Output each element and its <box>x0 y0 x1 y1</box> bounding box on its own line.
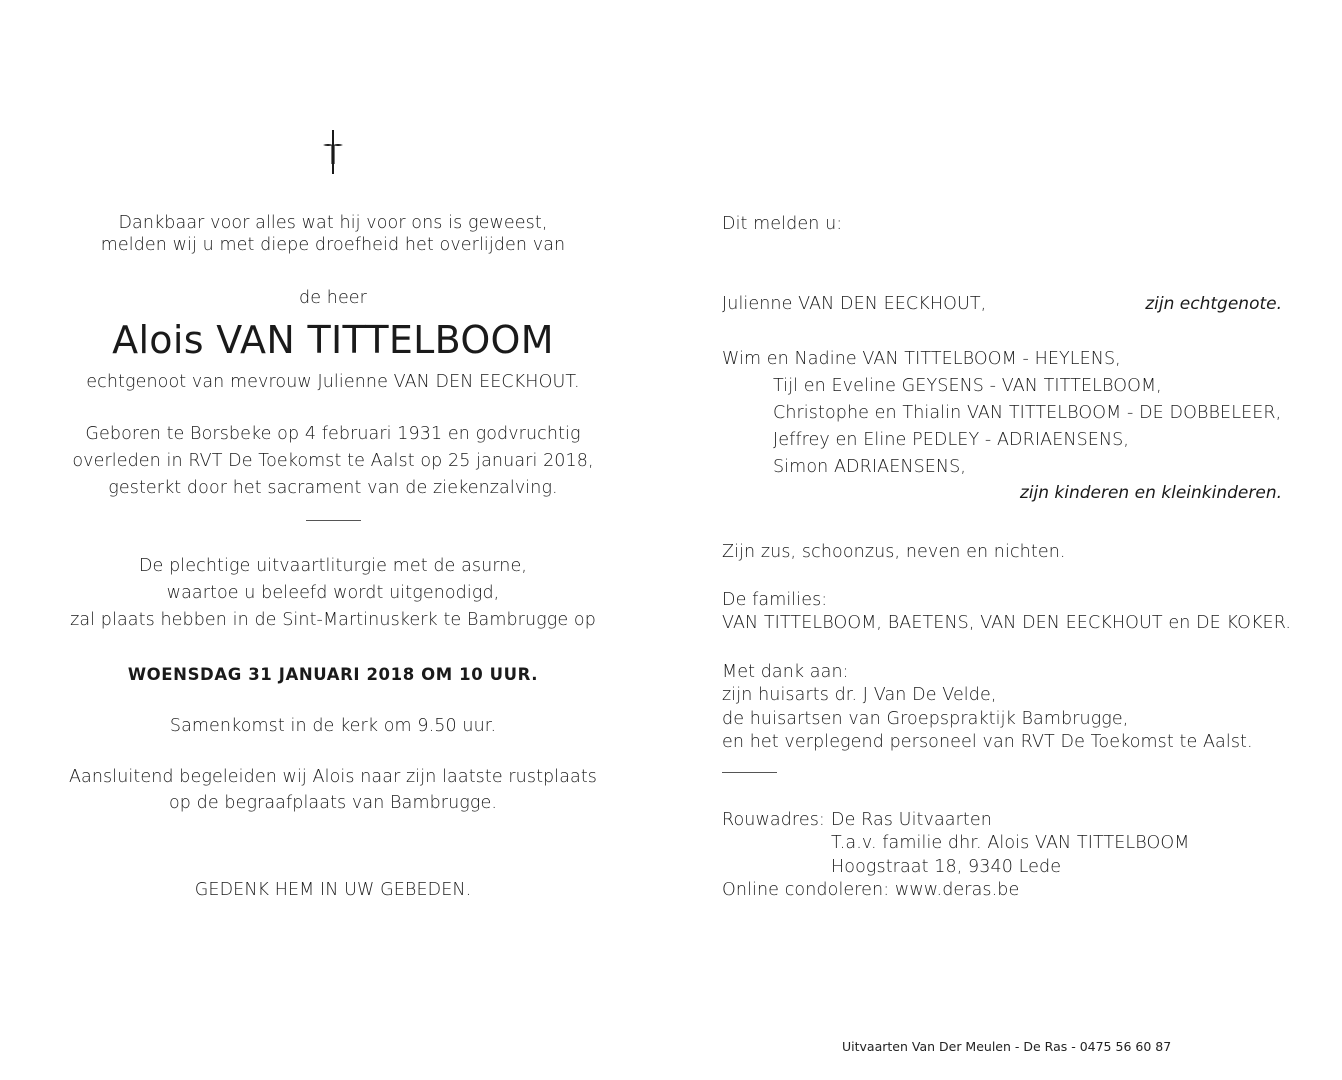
ceremony-line-3: zal plaats hebben in de Sint-Martinuskerk te Bambrugge op <box>70 610 596 630</box>
spouse-role: zijn echtgenote. <box>1145 294 1282 314</box>
burial-line-2: op de begraafplaats van Bambrugge. <box>168 793 498 813</box>
ceremony-line-1: De plechtige uitvaartliturgie met de asurne, <box>138 556 528 576</box>
spouse-name: Julienne VAN DEN EECKHOUT, <box>722 294 987 314</box>
child-line: Wim en Nadine VAN TITTELBOOM - HEYLENS, <box>722 349 1121 369</box>
ceremony-date: WOENSDAG 31 JANUARI 2018 OM 10 UUR. <box>127 665 539 684</box>
thanks-line: zijn huisarts dr. J Van De Velde, <box>722 685 997 705</box>
divider-left <box>306 520 361 521</box>
announce-line: Dit melden u: <box>722 214 843 234</box>
child-line: Tijl en Eveline GEYSENS - VAN TITTELBOOM, <box>773 376 1162 396</box>
born-line-1: Geboren te Borsbeke op 4 februari 1931 en godvruchtig <box>85 424 581 444</box>
remember-line: GEDENK HEM IN UW GEBEDEN. <box>194 880 472 900</box>
printer-footer: Uitvaarten Van Der Meulen - De Ras - 0475 56 60 87 <box>842 1039 1172 1054</box>
child-line: Simon ADRIAENSENS, <box>773 457 966 477</box>
child-line: Jeffrey en Eline PEDLEY - ADRIAENSENS, <box>773 430 1130 450</box>
online-condolence: Online condoleren: www.deras.be <box>722 880 1020 900</box>
relatives-line: Zijn zus, schoonzus, neven en nichten. <box>722 542 1066 562</box>
burial-line-1: Aansluitend begeleiden wij Alois naar zijn laatste rustplaats <box>68 767 598 787</box>
families-label: De families: <box>722 590 828 610</box>
child-line: Christophe en Thialin VAN TITTELBOOM - DE DOBBELEER, <box>773 403 1282 423</box>
deceased-name: Alois VAN TITTELBOOM <box>112 318 554 362</box>
gathering-line: Samenkomst in de kerk om 9.50 uur. <box>169 716 497 736</box>
thanks-line: en het verplegend personeel van RVT De Toekomst te Aalst. <box>722 732 1253 752</box>
spouse-line: echtgenoot van mevrouw Julienne VAN DEN EECKHOUT. <box>86 372 580 392</box>
intro-line-2: melden wij u met diepe droefheid het overlijden van <box>100 235 566 255</box>
cross-icon <box>319 128 347 176</box>
families-line: VAN TITTELBOOM, BAETENS, VAN DEN EECKHOUT en DE KOKER. <box>722 613 1291 633</box>
divider-right <box>722 772 777 773</box>
address-line: Hoogstraat 18, 9340 Lede <box>831 857 1062 877</box>
address-line: T.a.v. familie dhr. Alois VAN TITTELBOOM <box>831 833 1190 853</box>
children-role: zijn kinderen en kleinkinderen. <box>1019 483 1282 503</box>
address-line: De Ras Uitvaarten <box>831 810 992 830</box>
born-line-2: overleden in RVT De Toekomst te Aalst op 25 januari 2018, <box>72 451 594 471</box>
ceremony-line-2: waartoe u beleefd wordt uitgenodigd, <box>166 583 500 603</box>
born-line-3: gesterkt door het sacrament van de ziekenzalving. <box>108 478 558 498</box>
thanks-label: Met dank aan: <box>722 662 849 682</box>
thanks-line: de huisartsen van Groepspraktijk Bambrugge, <box>722 709 1129 729</box>
address-label: Rouwadres: <box>722 810 825 830</box>
honorific: de heer <box>299 288 367 308</box>
intro-line-1: Dankbaar voor alles wat hij voor ons is geweest, <box>118 213 548 233</box>
